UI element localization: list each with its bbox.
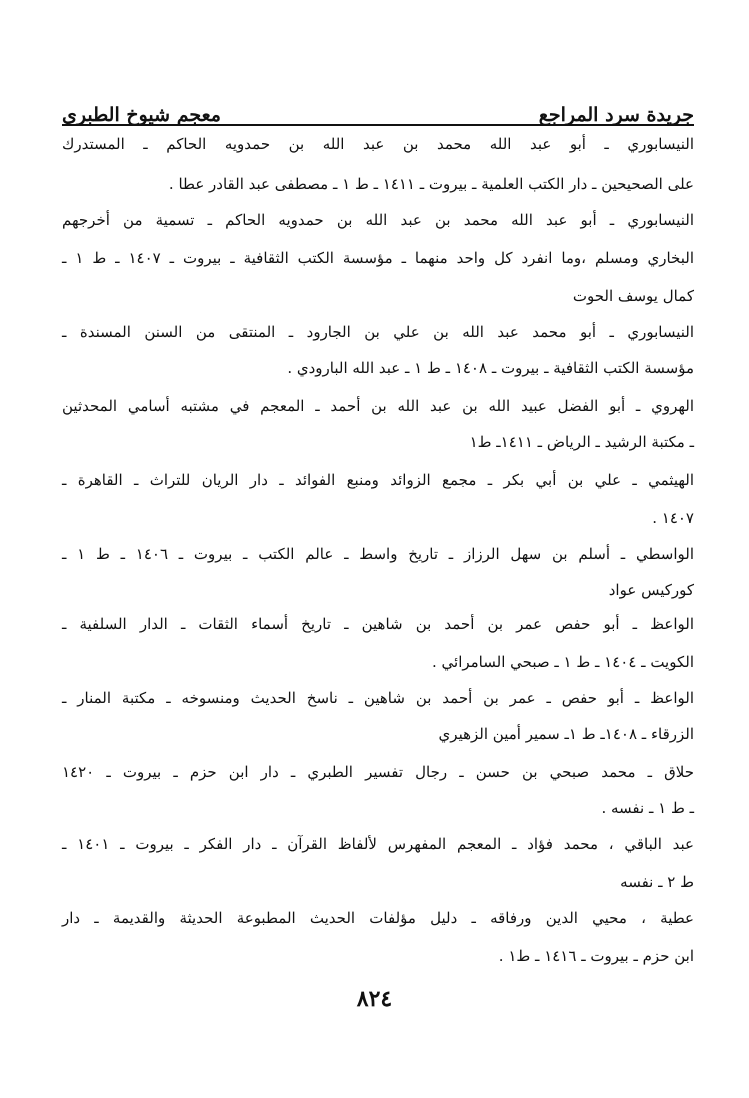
reference-line: ط ٢ ـ نفسه	[620, 873, 694, 891]
header-right-title: جريدة سرد المراجع	[538, 104, 694, 126]
reference-line: النيسابوري ـ أبو عبد الله محمد بن عبد الله بن حمدويه الحاكم ـ تسمية من أخرجهم	[62, 211, 694, 229]
reference-line: على الصحيحين ـ دار الكتب العلمية ـ بيروت ـ ١٤١١ ـ ط ١ ـ مصطفى عبد القادر عطا .	[168, 175, 694, 193]
header-left-title: معجم شيوخ الطبري	[62, 104, 221, 126]
reference-line: الواعظ ـ أبو حفص عمر بن أحمد بن شاهين ـ تاريخ أسماء الثقات ـ الدار السلفية ـ	[62, 615, 694, 633]
reference-line: الواسطي ـ أسلم بن سهل الرزاز ـ تاريخ واسط ـ عالم الكتب ـ بيروت ـ ١٤٠٦ ـ ط ١ ـ	[62, 545, 694, 563]
reference-line: ١٤٠٧ .	[652, 509, 694, 527]
reference-line: الزرقاء ـ ١٤٠٨ـ ط ١ـ سمير أمين الزهيري	[438, 725, 694, 743]
reference-line: النيسابوري ـ أبو محمد عبد الله بن علي بن الجارود ـ المنتقى من السنن المسندة ـ	[62, 323, 694, 341]
running-header	[62, 86, 694, 126]
reference-line: الواعظ ـ أبو حفص ـ عمر بن أحمد بن شاهين ـ ناسخ الحديث ومنسوخه ـ مكتبة المنار ـ	[62, 689, 694, 707]
reference-line: البخاري ومسلم ،وما انفرد كل واحد منهما ـ مؤسسة الكتب الثقافية ـ بيروت ـ ١٤٠٧ ـ ط ١ ـ	[62, 249, 694, 267]
reference-line: ابن حزم ـ بيروت ـ ١٤١٦ ـ ط١ .	[498, 947, 694, 965]
reference-line: النيسابوري ـ أبو عبد الله محمد بن عبد الله بن حمدويه الحاكم ـ المستدرك	[62, 135, 694, 153]
header-divider	[62, 124, 694, 126]
reference-line: الكويت ـ ١٤٠٤ ـ ط ١ ـ صبحي السامرائي .	[431, 653, 694, 671]
reference-line: مؤسسة الكتب الثقافية ـ بيروت ـ ١٤٠٨ ـ ط ١ ـ عبد الله البارودي .	[287, 359, 694, 377]
reference-line: حلاق ـ محمد صبحي بن حسن ـ رجال تفسير الطبري ـ دار ابن حزم ـ بيروت ـ ١٤٢٠	[62, 763, 694, 781]
page-number: ٨٢٤	[356, 986, 393, 1012]
reference-line: ـ ط ١ ـ نفسه .	[601, 799, 694, 817]
reference-line: كمال يوسف الحوت	[572, 287, 694, 305]
reference-line: عبد الباقي ، محمد فؤاد ـ المعجم المفهرس لألفاظ القرآن ـ دار الفكر ـ بيروت ـ ١٤٠١ ـ	[62, 835, 694, 853]
reference-line: الهيثمي ـ علي بن أبي بكر ـ مجمع الزوائد ومنبع الفوائد ـ دار الريان للتراث ـ القاهرة ـ	[62, 471, 694, 489]
reference-line: كوركيس عواد	[608, 581, 694, 599]
reference-line: الهروي ـ أبو الفضل عبيد الله بن عبد الله بن أحمد ـ المعجم في مشتبه أسامي المحدثين	[62, 397, 694, 415]
reference-line: عطية ، محيي الدين ورفاقه ـ دليل مؤلفات الحديث المطبوعة الحديثة والقديمة ـ دار	[62, 909, 694, 927]
reference-line: ـ مكتبة الرشيد ـ الرياض ـ ١٤١١ـ ط١	[469, 433, 694, 451]
